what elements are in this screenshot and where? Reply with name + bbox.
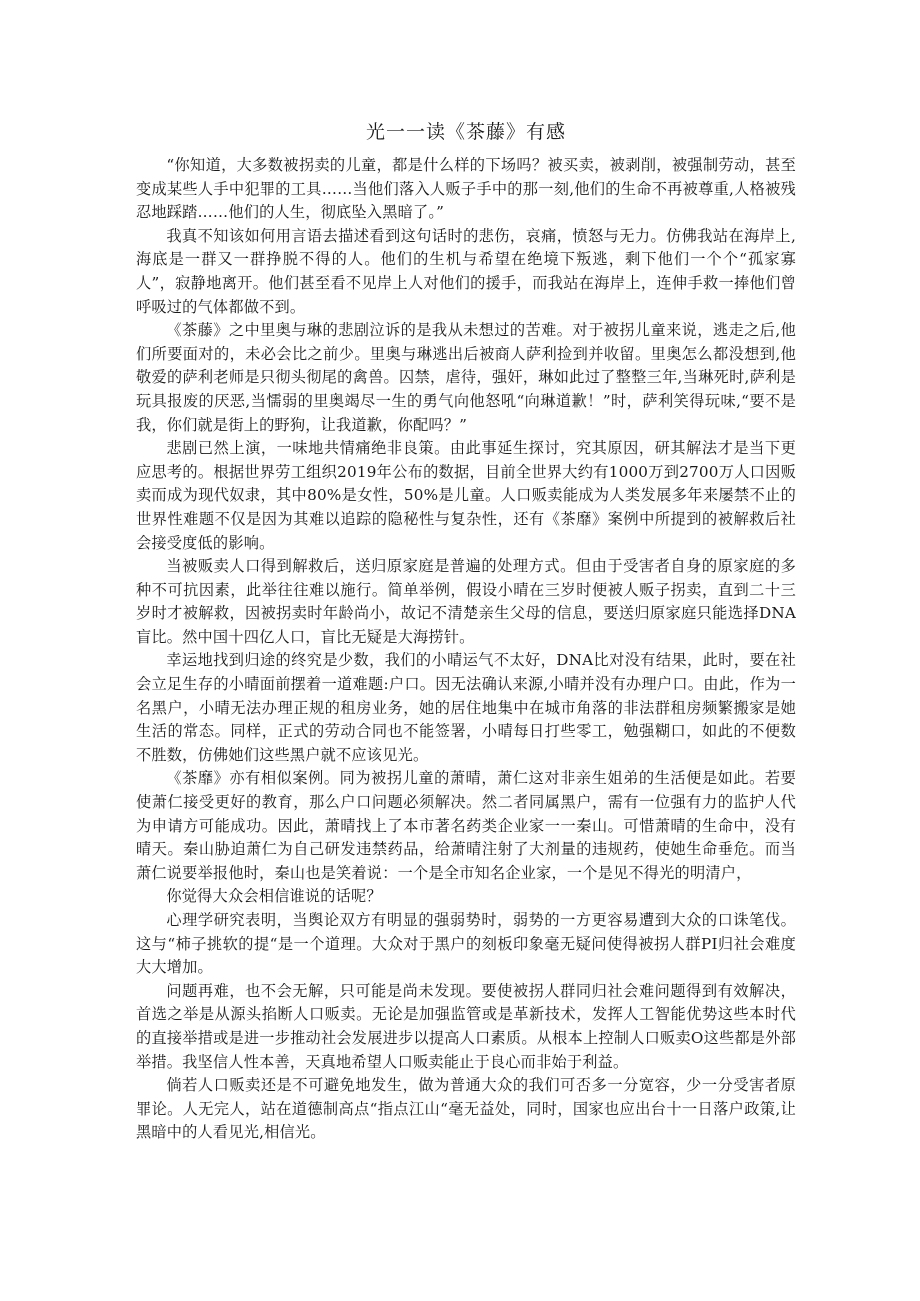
paragraph-6: 幸运地找到归途的终究是少数，我们的小晴运气不太好，DNA比对没有结果，此时，要在社会立足生存的小晴面前摆着一道难题:户口。因无法确认来源,小晴并没有办理户口。由此，作为一名黑户，小晴无法办理正规的租房业务，她的居住地集中在城市角落的非法群租房频繁搬家是她生活的常态。同样，正式的劳动合同也不能签署，小晴每日打些零工，勉强糊口，如此的不便数不胜数，仿佛她们这些黑户就不应该见光。 — [136, 651, 796, 764]
paragraph-3: 《茶藤》之中里奥与琳的悲剧泣诉的是我从未想过的苦难。对于被拐儿童来说，逃走之后,他们所要面对的，未必会比之前少。里奥与琳逃出后被商人萨利捡到并收留。里奥怎么都没想到,他敬爱的萨利老师是只彻头彻尾的禽兽。囚禁，虐待，强奸，琳如此过了整整三年,当琳死时,萨利是玩具报废的厌恶,当懦弱的里奥竭尽一生的勇气向他怒吼“向琳道歉！”时，萨利笑得玩味,“要不是我，你们就是街上的野狗，让我道歉，你配吗？” — [136, 321, 796, 434]
paragraph-9: 心理学研究表明，当舆论双方有明显的强弱势时，弱势的一方更容易遭到大众的口诛笔伐。这与“柿子挑软的提“是一个道理。大众对于黑户的刻板印象毫无疑问使得被拐人群PI归社会难度大大增加。 — [136, 911, 796, 977]
document-page — [136, 118, 796, 1145]
paragraph-1: “你知道，大多数被拐卖的儿童，都是什么样的下场吗？被买卖，被剥削，被强制劳动，甚至变成某些人手中犯罪的工具……当他们落入人贩子手中的那一刻,他们的生命不再被尊重,人格被残忍地踩踏……他们的人生，彻底坠入黑暗了。” — [136, 156, 796, 222]
paragraph-5: 当被贩卖人口得到解救后，送归原家庭是普遍的处理方式。但由于受害者自身的原家庭的多种不可抗因素，此举往往难以施行。简单举例，假设小晴在三岁时便被人贩子拐卖，直到二十三岁时才被解救，因被拐卖时年龄尚小，故记不清楚亲生父母的信息，要送归原家庭只能选择DNA盲比。然中国十四亿人口，盲比无疑是大海捞针。 — [136, 557, 796, 646]
document-body — [136, 154, 796, 1145]
paragraph-7: 《茶靡》亦有相似案例。同为被拐儿童的萧晴，萧仁这对非亲生姐弟的生活便是如此。若要使萧仁接受更好的教育，那么户口问题必须解决。然二者同属黑户，需有一位强有力的监护人代为申请方可能成功。因此，萧晴找上了本市著名药类企业家一一秦山。可惜萧晴的生命中，没有晴天。秦山胁迫萧仁为自己研发违禁药品，给萧晴注射了大剂量的违规药，使她生命垂危。而当萧仁说要举报他时，秦山也是笑着说：一个是全市知名企业家，一个是见不得光的明清户， — [136, 769, 796, 882]
paragraph-4: 悲剧已然上演，一味地共情痛绝非良策。由此事延生探讨，究其原因，研其解法才是当下更应思考的。根据世界劳工组织2019年公布的数据，目前全世界大约有1000万到2700万人口因贩卖而成为现代奴隶，其中80%是女性，50%是儿童。人口贩卖能成为人类发展多年来屡禁不止的世界性难题不仅是因为其难以追踪的隐秘性与复杂性，还有《茶靡》案例中所提到的被解救后社会接受度低的影响。 — [136, 439, 796, 552]
paragraph-8: 你觉得大众会相信谁说的话呢？ — [166, 887, 382, 906]
document-title: 光一一读《茶藤》有感 — [365, 121, 566, 143]
paragraph-2: 我真不知该如何用言语去描述看到这句话时的悲伤，哀痛，愤怒与无力。仿佛我站在海岸上,海底是一群又一群挣脱不得的人。他们的生机与希望在绝境下叛逃，剩下他们一个个“孤家寡人”，寂静地离开。他们甚至看不见岸上人对他们的援手，而我站在海岸上，连伸手救一捧他们曾呼吸过的气体都做不到。 — [136, 226, 796, 316]
paragraph-10: 问题再难，也不会无解，只可能是尚未发现。要使被拐人群同归社会难问题得到有效解决，首选之举是从源头掐断人口贩卖。无论是加强监管或是革新技术，发挥人工智能优势这些本时代的直接举措或是进一步推动社会发展进步以提高人口素质。从根本上控制人口贩卖O这些都是外部举措。我坚信人性本善，天真地希望人口贩卖能止于良心而非始于利益。 — [136, 981, 796, 1071]
paragraph-11: 倘若人口贩卖还是不可避免地发生，做为普通大众的我们可否多一分宽容，少一分受害者原罪论。人无完人，站在道德制高点“指点江山“毫无益处，同时，国家也应出台十一日落户政策,让黑暗中的人看见光,相信光。 — [136, 1076, 796, 1142]
